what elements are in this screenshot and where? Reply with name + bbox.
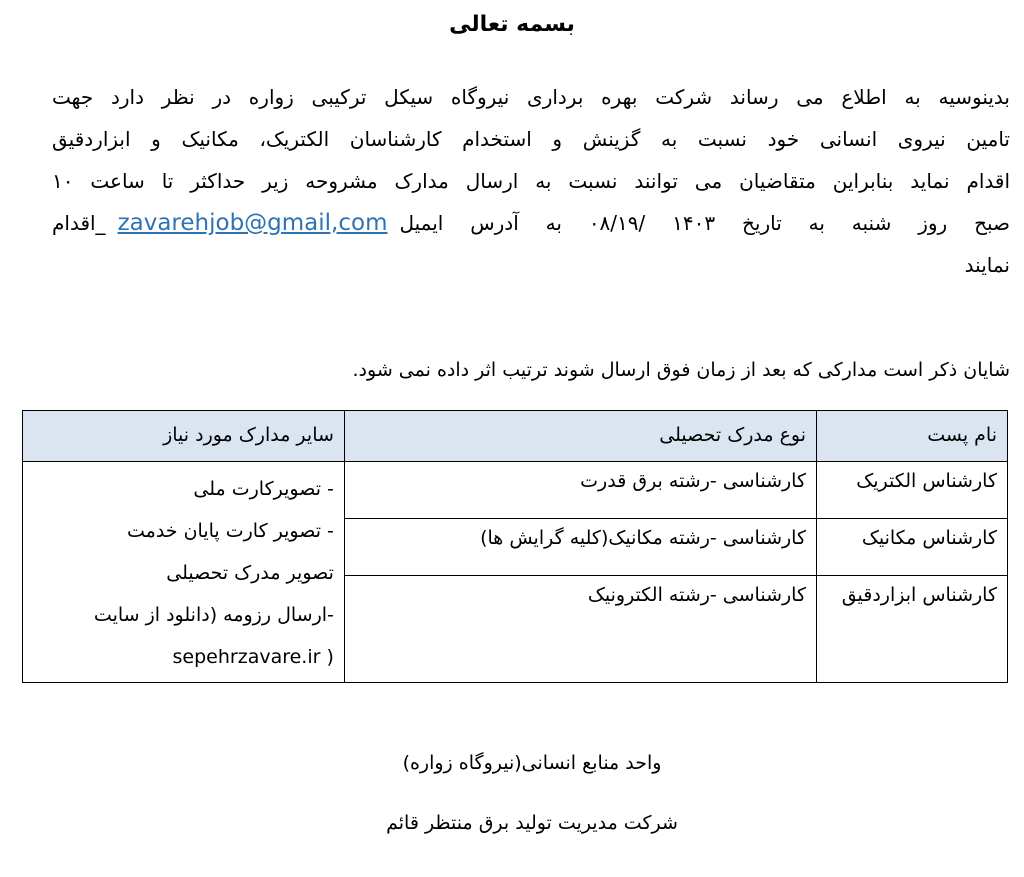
header-degree-type: نوع مدرک تحصیلی [344,411,816,462]
header-post-name: نام پست [817,411,1008,462]
requirements-table [22,410,1008,683]
degree-cell: کارشناسی -رشته مکانیک(کلیه گرایش ها) [344,519,816,576]
paragraph-line-4 [52,202,1010,244]
doc-military-card: - تصویر کارت پایان خدمت [126,520,334,542]
post-cell: کارشناس مکانیک [817,519,1008,576]
paragraph-line-2: تامین نیروی انسانی خود نسبت به گزینش و استخدام کارشناسان الکتریک، مکانیک و ابزاردقیق [52,127,1010,151]
paragraph-line-5: نمایند [964,253,1010,277]
degree-cell: کارشناسی -رشته برق قدرت [344,462,816,519]
email-link[interactable]: zavarehjob@gmail,com [117,210,388,236]
site-address: sepehrzavare.ir ) [172,646,334,668]
document-heading: بسمه تعالی [449,12,575,37]
paragraph-line-1: بدینوسیه به اطلاع می رساند شرکت بهره برداری نیروگاه سیکل ترکیبی زواره در نظر دارد جهت [52,85,1010,109]
paragraph-line-3: اقدام نماید بنابراین متقاضیان می توانند نسبت به ارسال مدارک مشروحه زیر حداکثر تا ساعت ۱۰ [52,169,1010,193]
doc-national-card: - تصویرکارت ملی [193,478,334,500]
post-cell: کارشناس ابزاردقیق [817,576,1008,683]
company-signature: شرکت مدیریت تولید برق منتظر قائم [386,812,678,834]
paragraph-line-4-end: _اقدام [52,211,106,235]
deadline-note: شایان ذکر است مدارکی که بعد از زمان فوق ارسال شوند ترتیب اثر داده نمی شود. [352,359,1010,381]
hr-unit-signature: واحد منابع انسانی(نیروگاه زواره) [402,752,662,774]
doc-degree-copy: تصویر مدرک تحصیلی [166,562,334,584]
paragraph-line-4-start: صبح روز شنبه به تاریخ ۱۴۰۳ /۰۸/۱۹ به آدرس ایمیل [399,211,1010,235]
table-header-row [23,411,1008,462]
announcement-paragraph [52,76,1010,286]
table-row [23,462,1008,519]
degree-cell: کارشناسی -رشته الکترونیک [344,576,816,683]
post-cell: کارشناس الکتریک [817,462,1008,519]
doc-resume: -ارسال رزومه (دانلود از سایت [93,604,334,626]
other-documents-cell [23,462,345,683]
header-other-documents: سایر مدارک مورد نیاز [23,411,345,462]
